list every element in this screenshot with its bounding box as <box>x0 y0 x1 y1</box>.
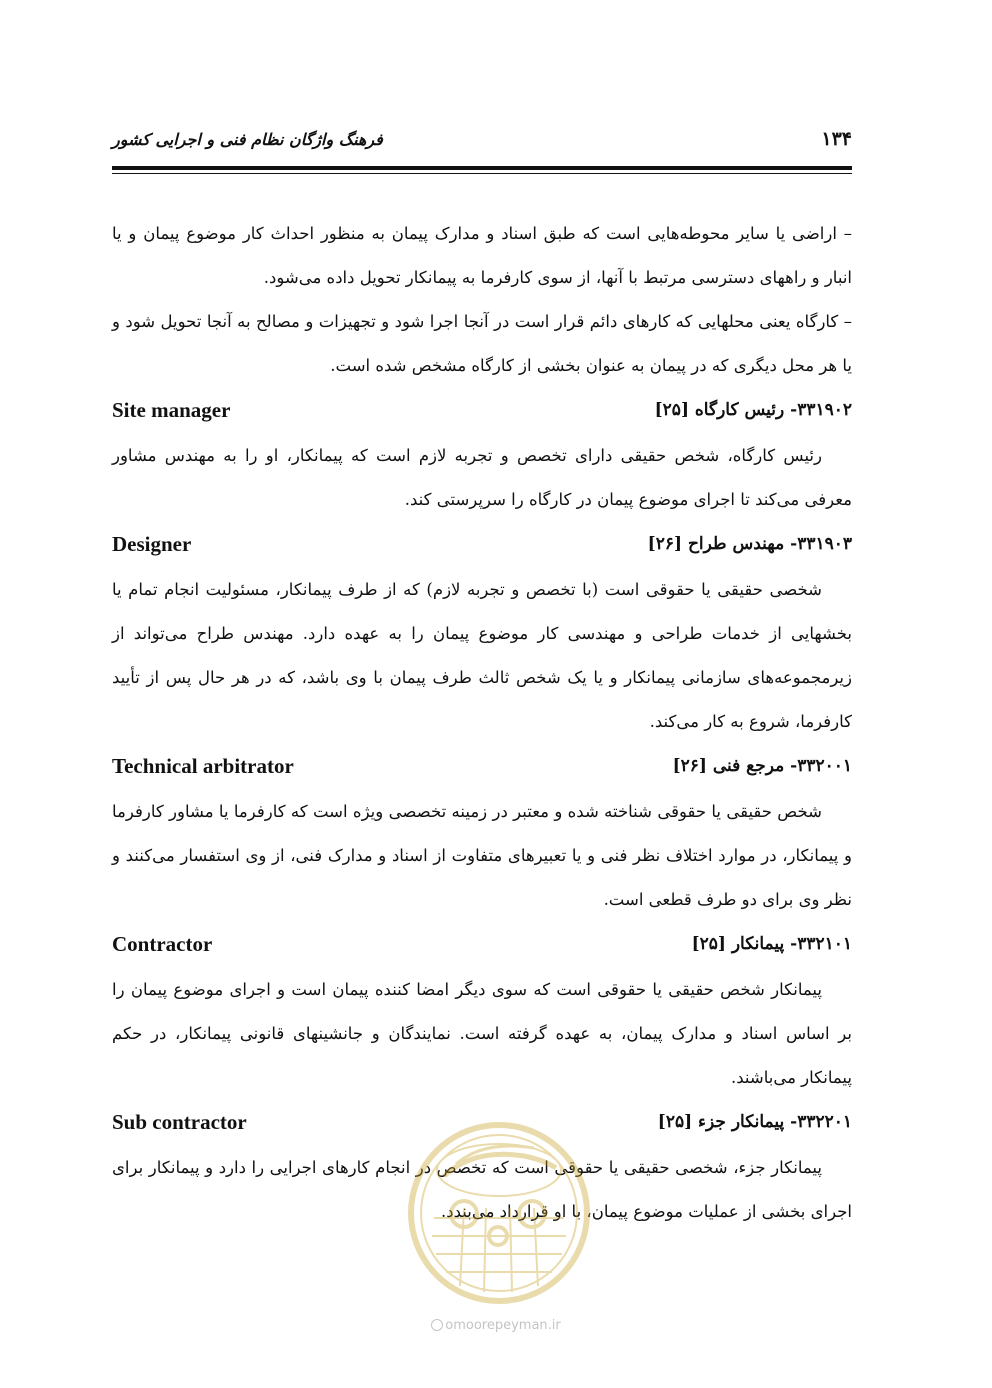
entry-body: شخص حقیقی یا حقوقی شناخته شده و معتبر در زمینه تخصصی ویژه است که کارفرما یا مشاور کارفرما و پیمانکار، در موارد اختلاف نظر فنی و یا تعبیرهای متفاوت از اسناد و مدارک فنی، از وی استفسار می‌کنند و نظر وی برای دو طرف قطعی است. <box>112 802 852 909</box>
at-icon <box>431 1319 443 1331</box>
header-rule-thin <box>112 173 852 174</box>
intro-paragraph: – کارگاه یعنی محلهایی که کارهای دائم قرار است در آنجا اجرا شود و تجهیزات و مصالح به آنجا تحویل شود و یا هر محل دیگری که در پیمان به عنوان بخشی از کارگاه مشخص شده است. <box>112 312 852 375</box>
intro-paragraph: – اراضی یا سایر محوطه‌هایی است که طبق اسناد و مدارک پیمان به منظور احداث کار موضوع پیمان و یا انبار و راههای دسترسی مرتبط با آنها، از سوی کارفرما به پیمانکار تحویل داده می‌شود. <box>112 224 852 287</box>
page-number: ۱۳۴ <box>821 128 852 150</box>
entry-term-en: Contractor <box>112 932 213 956</box>
entry-term-en: Sub contractor <box>112 1110 247 1134</box>
entry-term-en: Site manager <box>112 398 231 422</box>
entry-heading-row <box>112 528 852 568</box>
entry-body: شخصی حقیقی یا حقوقی است (با تخصص و تجربه لازم) که از طرف پیمانکار، مسئولیت انجام تمام یا بخشهایی از خدمات طراحی و مهندسی کار موضوع پیمان را به عهده دارد. مهندس طراح می‌تواند از زیرمجموعه‌های سازمانی پیمانکار و یا یک شخص ثالث طرف پیمان با وی باشد، که در هر حال پس از تأیید کارفرما، شروع به کار می‌کند. <box>112 580 852 731</box>
watermark-url <box>0 1318 992 1333</box>
entry-heading-fa: ۳۳۲۲۰۱- پیمانکار جزء [۲۵] <box>657 1112 852 1132</box>
watermark-url-text: omoorepeyman.ir <box>445 1318 561 1333</box>
glossary-entry <box>112 750 852 922</box>
entry-term-en: Designer <box>112 532 192 556</box>
entry-body: پیمانکار جزء، شخصی حقیقی یا حقوقی است که تخصص در انجام کارهای اجرایی را دارد و پیمانکار برای اجرای بخشی از عملیات موضوع پیمان، با او قرارداد می‌بندد. <box>112 1158 852 1221</box>
entry-body: پیمانکار شخص حقیقی یا حقوقی است که سوی دیگر امضا کننده پیمان است و اجرای موضوع پیمان را بر اساس اسناد و مدارک پیمان، به عهده گرفته است. نمایندگان و جانشینهای قانونی پیمانکار، در حکم پیمانکار می‌باشند. <box>112 980 852 1087</box>
entry-heading-fa: ۳۳۱۹۰۳- مهندس طراح [۲۶] <box>647 534 852 554</box>
entry-heading-fa: ۳۳۲۰۰۱- مرجع فنی [۲۶] <box>672 756 852 776</box>
glossary-entry <box>112 1106 852 1234</box>
entry-heading-fa: ۳۳۲۱۰۱- پیمانکار [۲۵] <box>691 934 852 954</box>
page-header <box>112 128 852 158</box>
glossary-entry <box>112 928 852 1100</box>
glossary-entry <box>112 528 852 744</box>
entry-heading-row <box>112 1106 852 1146</box>
entry-body: رئیس کارگاه، شخص حقیقی دارای تخصص و تجربه لازم است که پیمانکار، او را به مهندس مشاور معرفی می‌کند تا اجرای موضوع پیمان در کارگاه را سرپرستی کند. <box>112 446 852 509</box>
header-rule-thick <box>112 166 852 170</box>
entry-term-en: Technical arbitrator <box>112 754 294 778</box>
entry-heading-fa: ۳۳۱۹۰۲- رئیس کارگاه [۲۵] <box>654 400 852 420</box>
entry-heading-row <box>112 394 852 434</box>
page-content <box>112 212 852 1234</box>
glossary-entry <box>112 394 852 522</box>
entry-heading-row <box>112 750 852 790</box>
running-title: فرهنگ واژگان نظام فنی و اجرایی کشور <box>112 130 383 149</box>
entry-heading-row <box>112 928 852 968</box>
